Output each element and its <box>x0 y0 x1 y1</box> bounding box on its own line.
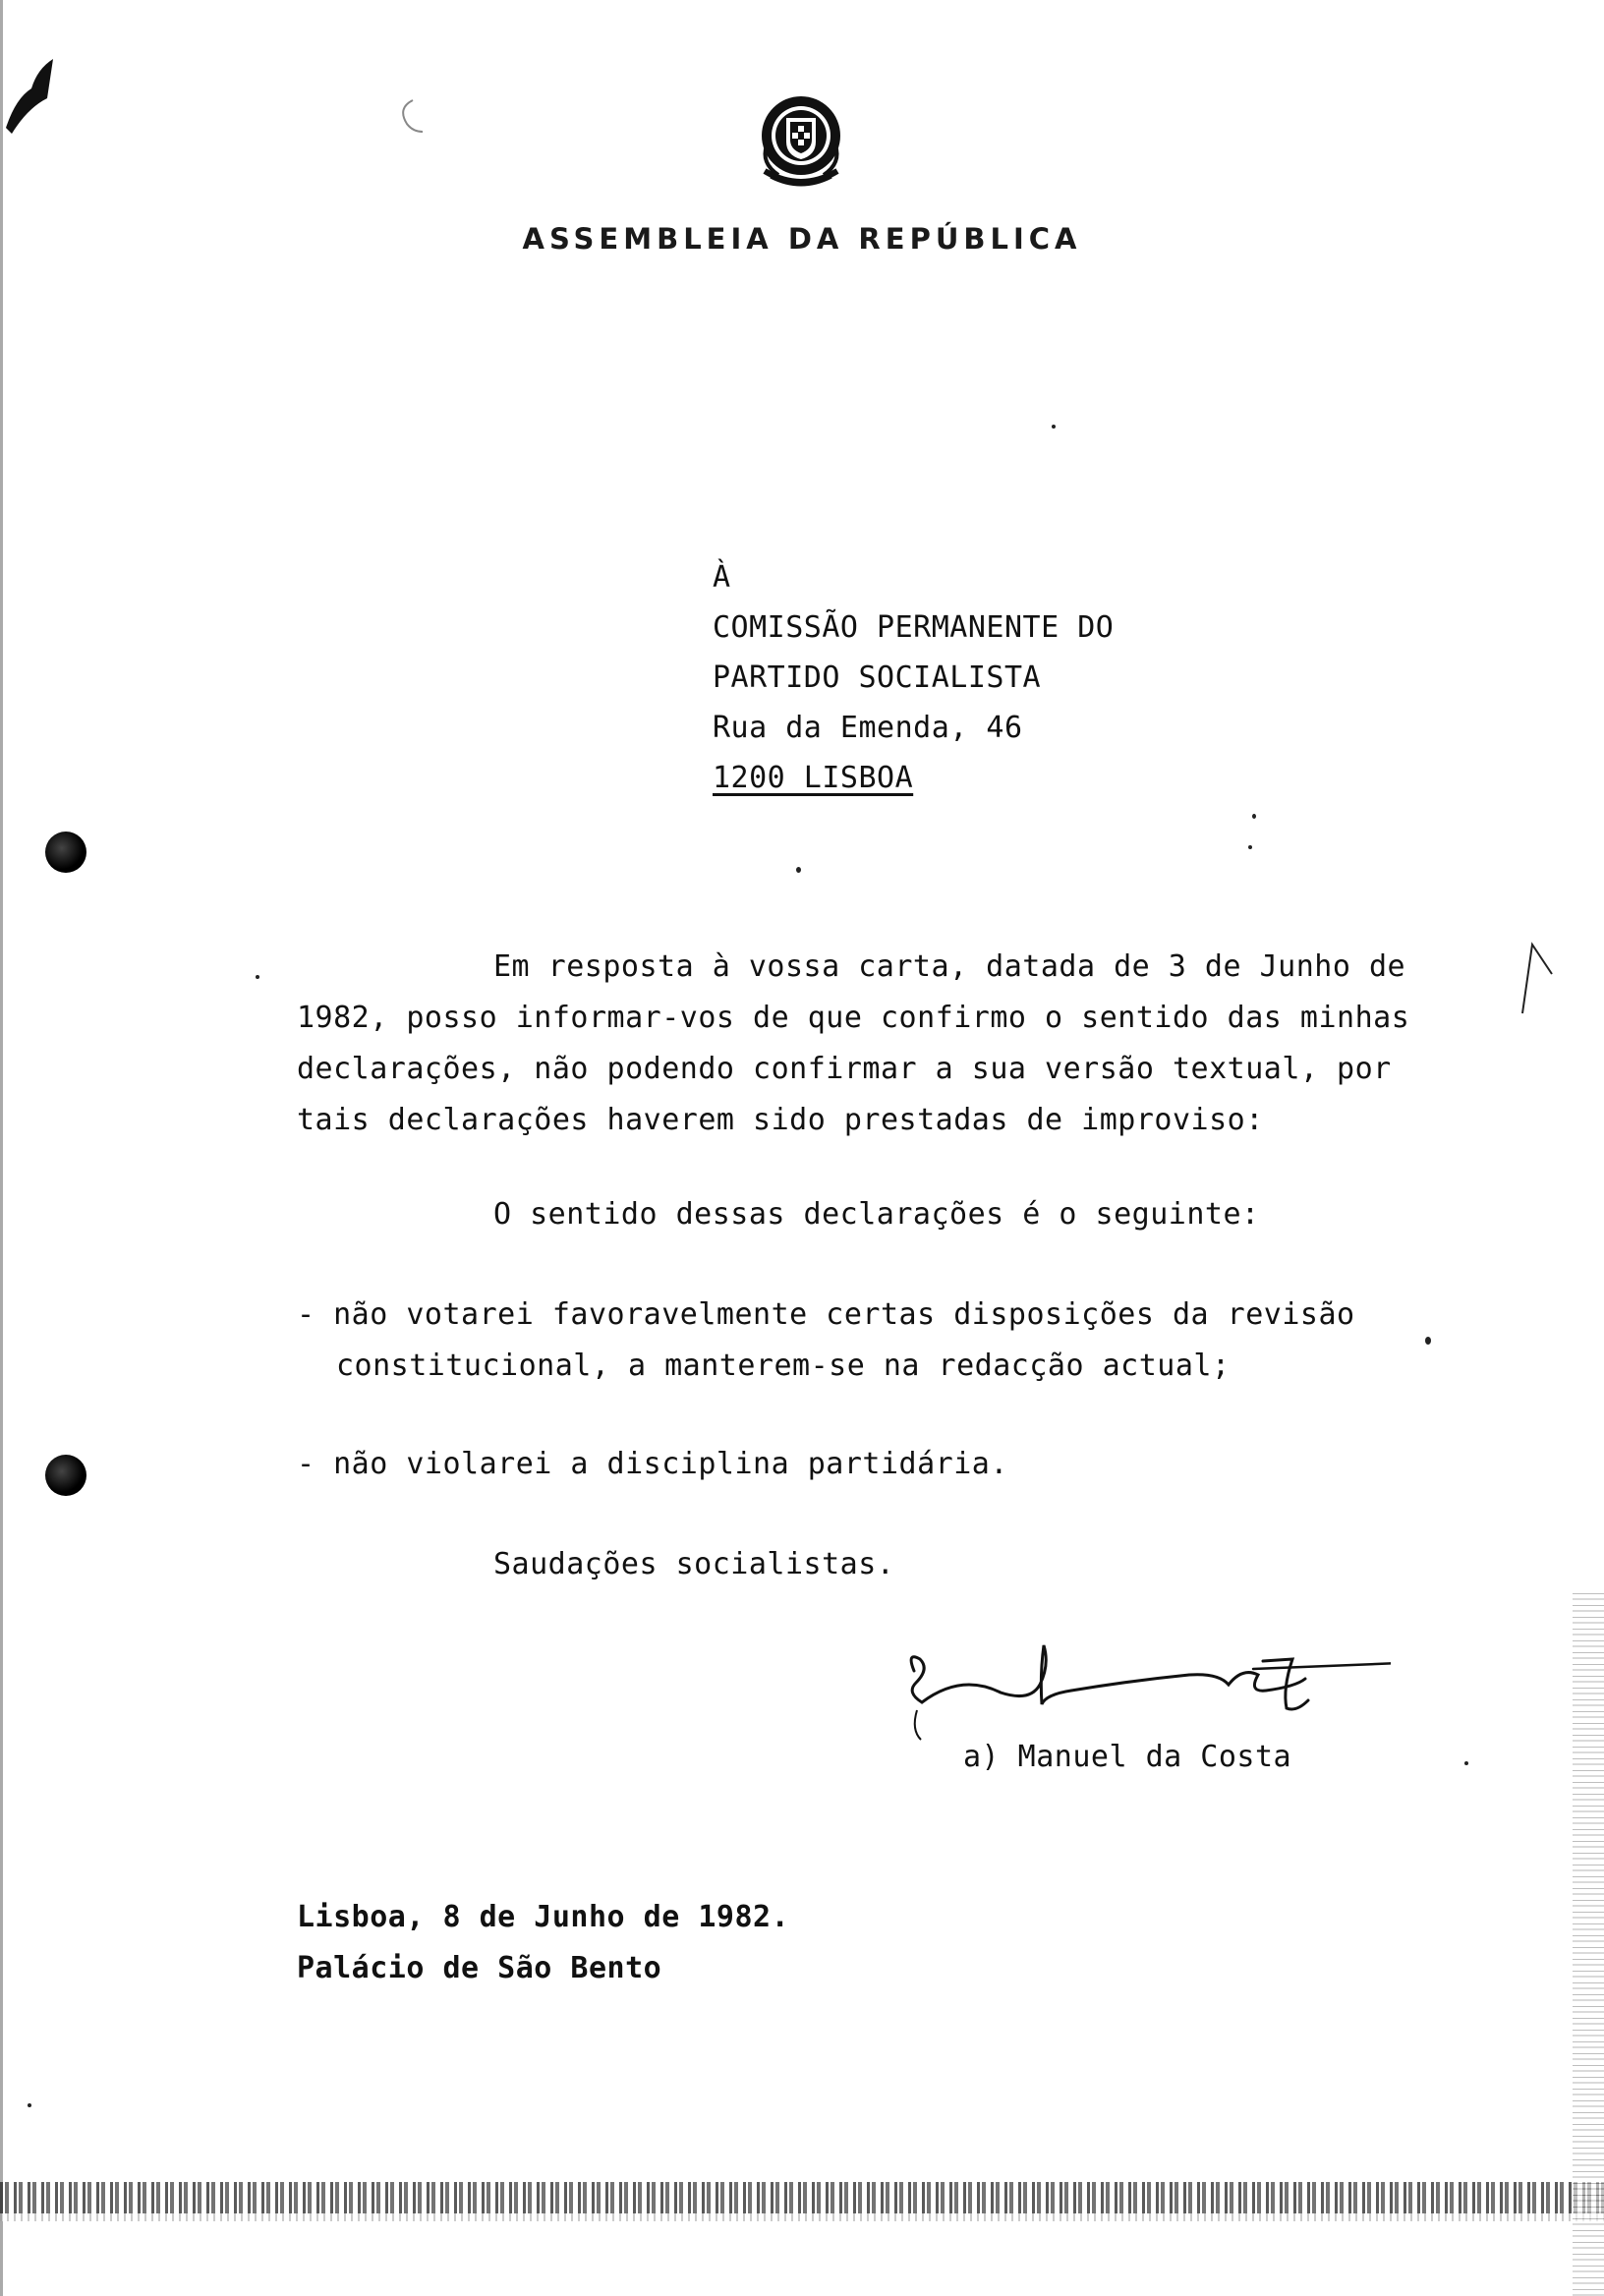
institution-name: ASSEMBLEIA DA REPÚBLICA <box>522 222 1082 256</box>
body-line: - não votarei favoravelmente certas disposições da revisão <box>297 1297 1355 1332</box>
body-line: O sentido dessas declarações é o seguinte: <box>493 1197 1260 1232</box>
scan-noise-band <box>0 2182 1604 2213</box>
portuguese-coat-of-arms-icon <box>747 86 855 197</box>
scan-left-edge <box>0 0 3 2296</box>
scan-speck <box>1252 814 1256 819</box>
body-line: 1982, posso informar-vos de que confirmo o sentido das minhas <box>297 1001 1410 1035</box>
declaration-item-1 <box>297 1290 1496 1392</box>
scan-speck <box>28 2103 31 2107</box>
body-line: Em resposta à vossa carta, datada de 3 de Junho de <box>493 949 1406 984</box>
body-line: constitucional, a manterem-se na redacção actual; <box>336 1349 1231 1383</box>
scan-speck <box>1425 1337 1431 1345</box>
body-line: tais declarações haverem sido prestadas de improviso: <box>297 1103 1264 1137</box>
closing-salutation <box>297 1539 1496 1590</box>
recipient-line: COMISSÃO PERMANENTE DO <box>713 610 1115 645</box>
place-date-line: Palácio de São Bento <box>297 1951 662 1985</box>
body-paragraph-2 <box>297 1189 1496 1240</box>
recipient-line: Rua da Emenda, 46 <box>713 711 1023 745</box>
scan-mark <box>393 94 432 138</box>
scan-speck <box>796 867 801 873</box>
recipient-line: PARTIDO SOCIALISTA <box>713 660 1042 695</box>
punch-hole <box>45 832 86 873</box>
handwritten-signature <box>899 1641 1391 1750</box>
body-line: Saudações socialistas. <box>493 1547 895 1581</box>
place-date-line: Lisboa, 8 de Junho de 1982. <box>297 1900 790 1934</box>
scan-mark <box>1518 939 1558 1017</box>
recipient-address <box>713 552 1114 803</box>
declaration-item-2 <box>297 1439 1496 1490</box>
punch-hole <box>45 1455 86 1496</box>
recipient-prefix: À <box>713 560 731 595</box>
body-paragraph-1 <box>297 942 1496 1146</box>
scan-speck <box>1248 845 1252 849</box>
place-and-date <box>297 1892 789 1994</box>
body-line: declarações, não podendo confirmar a sua versão textual, por <box>297 1052 1392 1086</box>
recipient-city: 1200 LISBOA <box>713 761 914 795</box>
scan-mark <box>0 39 59 138</box>
scan-speck <box>1052 425 1056 429</box>
scan-noise-edge <box>1573 1592 1604 2296</box>
body-line: - não violarei a disciplina partidária. <box>297 1447 1008 1481</box>
signatory-name: a) Manuel da Costa <box>963 1740 1292 1774</box>
scan-speck <box>256 975 259 979</box>
scan-speck <box>1464 1761 1468 1765</box>
scan-noise-band <box>0 2213 1604 2221</box>
